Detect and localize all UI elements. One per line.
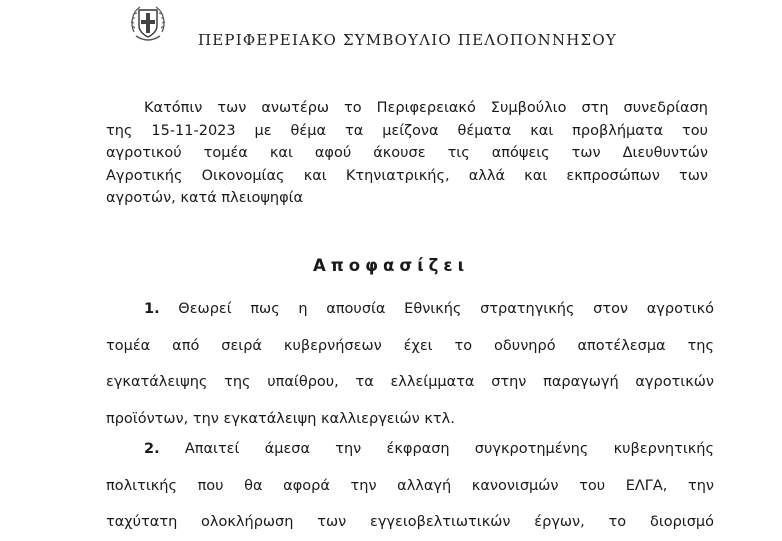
item-line: Απαιτεί άμεσα την έκφραση συγκροτημένης κυβερνητικής — [184, 441, 714, 457]
item-line: εγκατάλειψης της υπαίθρου, τα ελλείμματα στην παραγωγή αγροτικών — [106, 374, 714, 390]
item-number: 2. — [144, 441, 160, 457]
greek-coat-of-arms-icon — [126, 2, 170, 46]
decision-heading: Αποφασίζει — [312, 256, 470, 275]
item-line: Θεωρεί πως η απουσία Εθνικής στρατηγικής στον αγροτικό — [178, 301, 714, 317]
decision-item-2 — [106, 431, 714, 541]
council-title: ΠΕΡΙΦΕΡΕΙΑΚΟ ΣΥΜΒΟΥΛΙΟ ΠΕΛΟΠΟΝΝΗΣΟΥ — [198, 31, 617, 49]
intro-paragraph — [106, 97, 708, 210]
item-line: ταχύτατη ολοκλήρωση των εγγειοβελτιωτικών έργων, το διορισμό — [106, 514, 714, 530]
intro-line: Αγροτικής Οικονομίας και Κτηνιατρικής, αλλά και εκπροσώπων των — [106, 167, 708, 184]
item-line: προϊόντων, την εγκατάλειψη καλλιεργειών κτλ. — [106, 410, 455, 427]
item-first-line — [106, 291, 714, 328]
intro-line: της 15-11-2023 με θέμα τα μείζονα θέματα και προβλήματα του — [106, 122, 708, 139]
decision-item-1 — [106, 291, 714, 437]
intro-line: αγροτών, κατά πλειοψηφία — [106, 190, 304, 206]
item-line: τομέα από σειρά κυβερνήσεων έχει το οδυνηρό αποτέλεσμα της — [106, 337, 714, 354]
item-number: 1. — [144, 301, 160, 317]
item-line: πολιτικής που θα αφορά την αλλαγή κανονισμών του ΕΛΓΑ, την — [106, 477, 714, 494]
item-first-line — [106, 431, 714, 468]
intro-line: αγροτικού τομέα και αφού άκουσε τις απόψεις των Διευθυντών — [106, 145, 708, 161]
intro-line: Κατόπιν των ανωτέρω το Περιφερειακό Συμβούλιο στη συνεδρίαση — [144, 100, 708, 116]
